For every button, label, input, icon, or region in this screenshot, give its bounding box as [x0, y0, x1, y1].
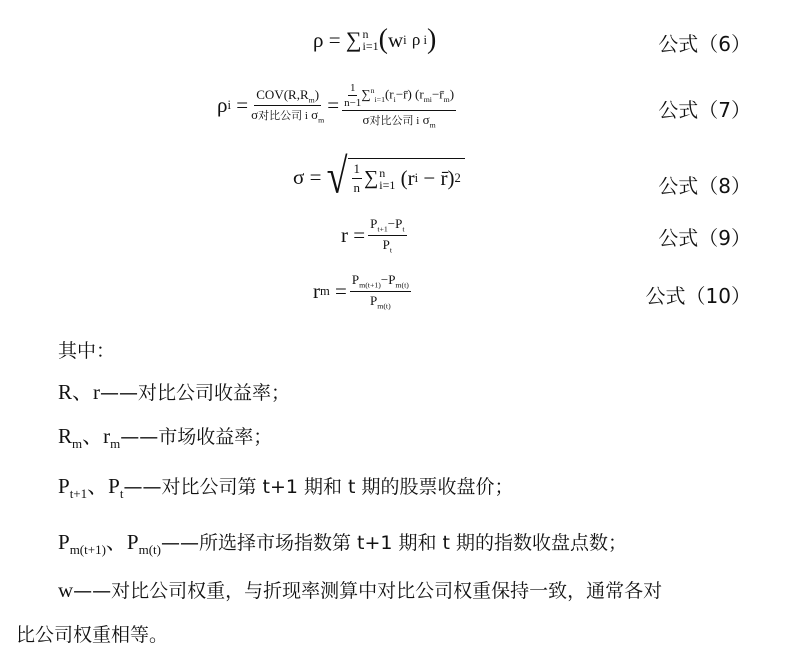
- equation-10-label: 公式（10）: [645, 284, 751, 308]
- equation-9: [0, 214, 793, 262]
- equation-8-body: σ = √ $\frac{1}{n}$ ∑ n i=1 (r i − r̄) 2: [293, 158, 465, 196]
- definition-rm: $R_m$、$r_m——$市场收益率；: [58, 424, 273, 452]
- definition-rm-text: 市场收益率；: [158, 426, 273, 448]
- equation-9-body: r = $\frac{P_{t+1}-P_t}{P_t}$: [341, 216, 405, 255]
- equation-10-body: r m = $\frac{P_{m(t+1)}-P_{m(t)}}{P_{m(t)}}$: [313, 272, 409, 311]
- company-subscript-2: 对比公司 i: [369, 115, 420, 127]
- equation-6: [0, 22, 793, 62]
- equation-7-label: 公式（7）: [658, 98, 751, 122]
- definition-r-text: 对比公司收益率；: [138, 382, 291, 404]
- definition-w-text: 对比公司权重，与折现率测算中对比公司权重保持一致，通常各对: [111, 580, 663, 602]
- equation-6-label: 公式（6）: [658, 32, 751, 56]
- equation-10: [0, 270, 793, 322]
- equation-8-label: 公式（8）: [658, 174, 751, 198]
- definition-pm: $P_{m(t+1)}$、$P_{m(t)}——$所选择市场指数第 t+1 期和 t 期的指数收盘点数；: [58, 530, 628, 558]
- where-intro: 其中：: [58, 340, 116, 362]
- definition-p-text: 对比公司第 t+1 期和 t 期的股票收盘价；: [161, 476, 514, 498]
- definition-pm-text: 所选择市场指数第 t+1 期和 t 期的指数收盘点数；: [198, 532, 628, 554]
- definition-p: $P_{t+1}$、$P_t——$对比公司第 t+1 期和 t 期的股票收盘价；: [58, 474, 514, 502]
- equation-7-body: ρ i = $\frac{COV(R,R_m)}{\sigma 对比公司 i \sigma_m}$ = $\frac{1}{n-1}$ $\sum^n_{i=1}(r_i-r̄)$ $(r_{mi}-r̄_m)$ σ对比公司 i $\sigma_m$: [217, 82, 455, 130]
- equation-8: [0, 149, 793, 210]
- definition-r: R、r——对比公司收益率；: [58, 380, 291, 404]
- equation-9-label: 公式（9）: [658, 226, 751, 250]
- equation-6-body: ρ = ∑ n i=1 ( w i ρ i ): [313, 24, 437, 55]
- equation-7: [0, 80, 793, 140]
- company-subscript-1: 对比公司 i: [258, 110, 308, 123]
- definition-w-continued: 比公司权重相等。: [16, 624, 169, 646]
- definition-w: w——对比公司权重，与折现率测算中对比公司权重保持一致，通常各对: [58, 578, 663, 602]
